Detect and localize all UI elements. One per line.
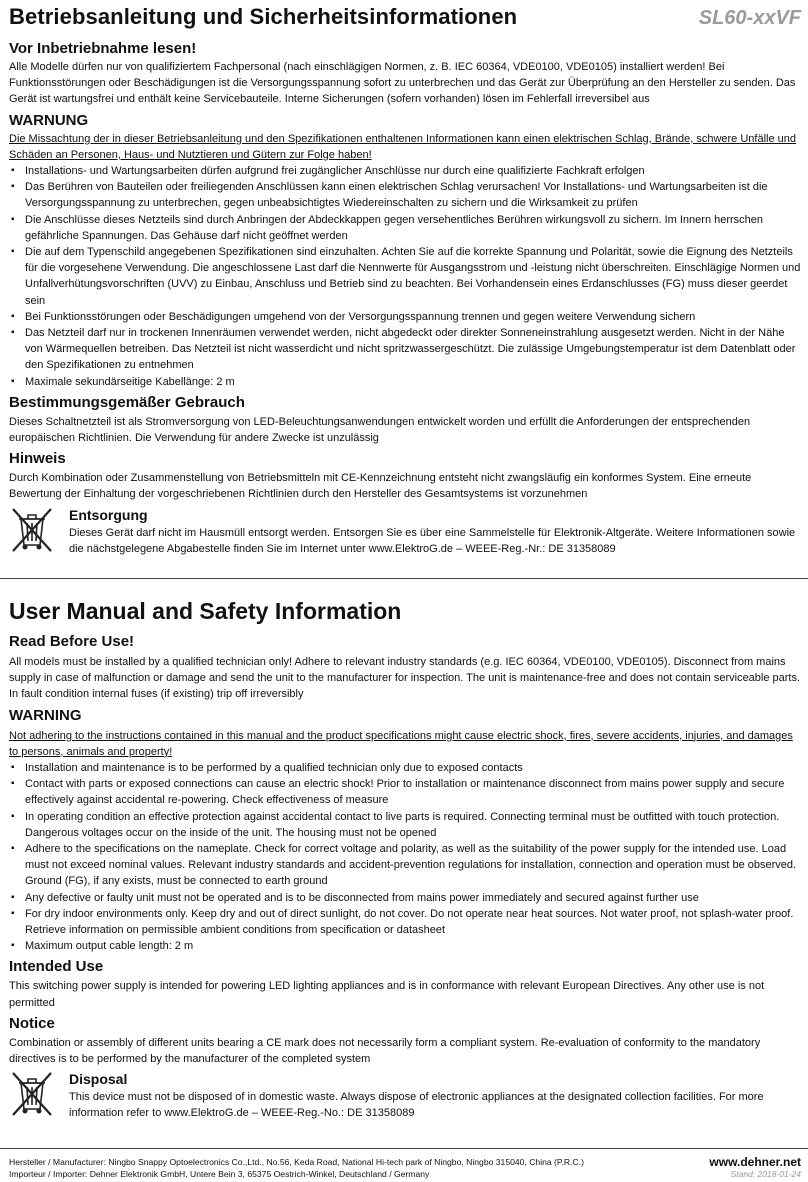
disposal-heading-en: Disposal: [69, 1071, 128, 1088]
crossed-out-wheelie-bin-icon: [9, 507, 69, 558]
model-number: SL60-xxVF: [698, 7, 801, 29]
disposal-heading-de: Entsorgung: [69, 506, 148, 523]
list-item: ▪ Bei Funktionsstörungen oder Beschädigungen umgehend von der Versorgungsspannung trennen und gegen weitere Verwendung sichern: [9, 309, 801, 325]
disposal-text-de: Dieses Gerät darf nicht im Hausmüll entsorgt werden. Entsorgen Sie es über eine Sammelstelle für Elektronik-Altgeräte. Weitere Informationen sowie die nächstgelegene Abgabestelle finden Sie im Internet unter www.ElektroG.de – WEEE-Reg.-Nr.: DE 31358089: [69, 526, 796, 555]
notice-text-en: Combination or assembly of different units bearing a CE mark does not necessarily form a compliant system. Re-evaluation of conformity to the mandatory directives is to be performed by the manufacturer of the completed system: [9, 1036, 761, 1066]
importer-line: Importeur / Importer: Dehner Elektronik GmbH, Untere Bein 3, 65375 Oestrich-Winkel, Deutschland / Germany: [9, 1169, 430, 1179]
german-section: [9, 4, 801, 558]
list-item: ▪ Das Netzteil darf nur in trockenen Innenräumen verwendet werden, nicht abgedeckt oder direkter Sonneneinstrahlung ausgesetzt werden. Nicht in der Nähe von Wärmequellen betreiben. Das Netzteil ist nicht wasserdicht und nicht spritzwassergeschützt. Die zulässige Umgebungstemperatur ist dem Datenblatt oder den Spezifikationen zu entnehmen: [9, 325, 801, 374]
disposal-body-en: [69, 1071, 801, 1122]
notice-text-de: Durch Kombination oder Zusammenstellung von Betriebsmitteln mit CE-Kennzeichnung entsteht nicht zwangsläufig ein konformes System. Eine erneute Bewertung der Einhaltung der vorgeschriebenen Richtlinien durch den Hersteller des Gesamtsystems ist vorzunehmen: [9, 472, 752, 501]
list-item: ▪ Die Anschlüsse dieses Netzteils sind durch Anbringen der Abdeckkappen gegen versehentliches Berühren wirkungsvoll zu sichern. Im Innern herrschen gefährliche Spannungen. Das Gehäuse darf nicht geöffnet werden: [9, 212, 801, 244]
warning-text-de: Die Missachtung der in dieser Betriebsanleitung und den Spezifikationen enthaltenen Informationen kann einen elektrischen Schlag, Brände, schwere Unfälle und Schäden an Personen, Haus- und Nutztieren und Gütern zur Folge haben!: [9, 132, 796, 161]
use-text-de: Dieses Schaltnetzteil ist als Stromversorgung von LED-Beleuchtungsanwendungen entwickelt worden und erfüllt die Anforderungen der entsprechenden europäischen Richtlinien. Die Verwendung für andere Zwecke ist unzulässig: [9, 415, 751, 445]
warning-list-en: [9, 760, 801, 954]
read-heading-de: Vor Inbetriebnahme lesen!: [9, 40, 197, 57]
page-title-de: Betriebsanleitung und Sicherheitsinformationen: [9, 4, 518, 29]
footer-divider: [0, 1148, 808, 1149]
warning-heading-en: WARNING: [9, 706, 82, 724]
read-heading-en: Read Before Use!: [9, 633, 135, 650]
crossed-out-wheelie-bin-icon: [9, 1071, 69, 1122]
warning-list-de: [9, 163, 801, 390]
manufacturer-line: Hersteller / Manufacturer: Ningbo Snappy Optoelectronics Co.,Ltd., No.56, Keda Road, National Hi-tech park of Ningbo, Ningbo 315040, China (P.R.C.): [9, 1157, 584, 1167]
footer-meta: [709, 1156, 801, 1180]
warning-text-en: Not adhering to the instructions contained in this manual and the product specifications might cause electric shock, fires, severe accidents, injuries, and damages to persons, animals and property!: [9, 729, 793, 758]
list-item: ▪ Maximale sekundärseitige Kabellänge: 2 m: [9, 374, 801, 390]
list-item: ▪ In operating condition an effective protection against accidental contact to live parts is required. Connecting terminal must be outfitted with touch protection. Dangerous voltages occur on the inside of the unit. The housing must not be opened: [9, 809, 801, 841]
read-text-de: Alle Modelle dürfen nur von qualifiziertem Fachpersonal (nach einschlägigen Normen, z. B. IEC 60364, VDE0100, VDE0105) installiert werden! Bei Funktionsstörungen oder Beschädigungen ist die Versorgungsspannung sofort zu unterbrechen und das Gerät zur Überprüfung an den Hersteller zu senden. Das Gerät ist wartungsfrei und enthält keine Servicebauteile. Interne Sicherungen (sofern vorhanden) lösen im Fehlerfall irreversibel aus: [9, 61, 796, 106]
section-divider: [0, 578, 808, 579]
list-item: ▪ Adhere to the specifications on the nameplate. Check for correct voltage and polarity, as well as the suitability of the power supply for the intended use. Load must not exceed nominal values. Relevant industry standards and accident-prevention regulations for installation, connection and operation must be observed. Ground (FG), if any exists, must be connected to earth ground: [9, 841, 801, 890]
warning-heading-de: WARNUNG: [9, 111, 89, 129]
footer-addresses: [9, 1156, 584, 1180]
list-item: ▪ For dry indoor environments only. Keep dry and out of direct sunlight, do not cover. Do not operate near heat sources. Not water proof, not splash-water proof. Retrieve information on permissible ambient conditions from specification or datasheet: [9, 906, 801, 938]
read-text-en: All models must be installed by a qualified technician only! Adhere to relevant industry standards (e.g. IEC 60364, VDE0100, VDE0105). Disconnect from mains supply in case of malfunction or damage and send the unit to the manufacturer for inspection. The unit is maintenance-free and does not contain serviceable parts. In fault condition internal fuses (if existing) trip off irreversibly: [9, 656, 801, 701]
use-text-en: This switching power supply is intended for powering LED lighting appliances and is in conformance with relevant European Directives. Any other use is not permitted: [9, 980, 765, 1009]
list-item: ▪ Contact with parts or exposed connections can cause an electric shock! Prior to installation or maintenance disconnect from mains power supply and secure effectively against accidental re-powering. Check effectiveness of measure: [9, 776, 801, 808]
website-link[interactable]: www.dehner.net: [709, 1155, 801, 1169]
list-item: ▪ Die auf dem Typenschild angegebenen Spezifikationen sind einzuhalten. Achten Sie auf die korrekte Spannung und Polarität, sowie die Eignung des Netzteils für die vorgesehene Verwendung. Die angeschlossene Last darf die Nennwerte für Ausgangsstrom und -leistung nicht überschreiten. Einschlägige Normen und Unfallverhütungsvorschriften (UVV) zu Einbau, Anschluss und Betrieb sind zu beachten. Bei Vorhandensein eines Erdanschlusses (FG) muss dieser geerdet sein: [9, 244, 801, 309]
list-item: ▪ Any defective or faulty unit must not be operated and is to be disconnected from mains power immediately and secured against further use: [9, 890, 801, 906]
title-row-de: [9, 4, 801, 30]
revision-date: Stand: 2018-01-24: [730, 1169, 801, 1179]
notice-heading-de: Hinweis: [9, 450, 66, 468]
list-item: ▪ Das Berühren von Bauteilen oder freiliegenden Anschlüssen kann einen elektrischen Schlag verursachen! Vor Installations- und Wartungsarbeiten ist die Versorgungsspannung zu unterbrechen, gegen unbeabsichtigtes Wiedereinschalten zu sichern und die Wirksamkeit zu prüfen: [9, 179, 801, 211]
use-heading-en: Intended Use: [9, 958, 104, 976]
english-section: [9, 598, 801, 1122]
list-item: ▪ Installations- und Wartungsarbeiten dürfen aufgrund frei zugänglicher Anschlüsse nur durch eine qualifizierte Fachkraft erfolgen: [9, 163, 801, 179]
use-heading-de: Bestimmungsgemäßer Gebrauch: [9, 393, 245, 411]
notice-heading-en: Notice: [9, 1014, 55, 1032]
disposal-body-de: [69, 507, 801, 558]
disposal-block-de: [9, 507, 801, 558]
list-item: ▪ Maximum output cable length: 2 m: [9, 938, 801, 954]
list-item: ▪ Installation and maintenance is to be performed by a qualified technician only due to exposed contacts: [9, 760, 801, 776]
disposal-block-en: [9, 1071, 801, 1122]
disposal-text-en: This device must not be disposed of in domestic waste. Always dispose of electronic appliances at the designated collection facilities. For more information refer to www.ElektroG.de – WEEE-Reg.-No.: DE 31358089: [69, 1091, 764, 1120]
page-title-en: User Manual and Safety Information: [9, 598, 402, 624]
